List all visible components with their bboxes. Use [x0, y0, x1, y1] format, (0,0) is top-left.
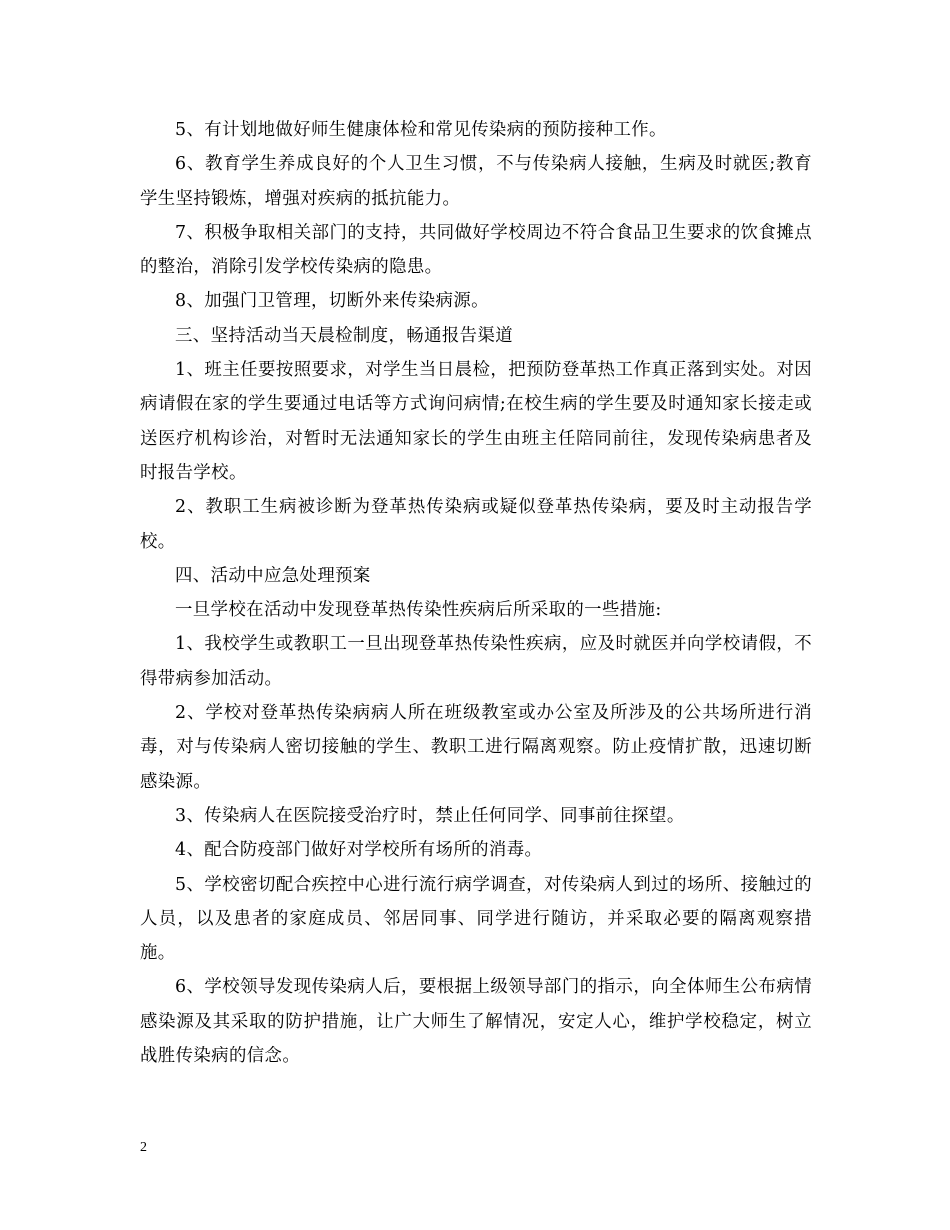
paragraph-measure-3: 3、传染病人在医院接受治疗时，禁止任何同学、同事前往探望。: [175, 805, 685, 826]
paragraph-measure-4: 4、配合防疫部门做好对学校所有场所的消毒。: [175, 840, 543, 861]
paragraph-morning-check: 1、班主任要按照要求，对学生当日晨检，把预防登革热工作真正落到实处。对因病请假在家的学生要通过电话等方式询问病情;在校生病的学生要及时通知家长接走或送医疗机构诊治，对暂时无法通知家长的学生由班主任陪同前往，发现传染病患者及时报告学校。: [140, 360, 812, 483]
paragraph-item-7-food-stalls: 7、积极争取相关部门的支持，共同做好学校周边不符合食品卫生要求的饮食摊点的整治，消除引发学校传染病的隐患。: [140, 222, 812, 278]
page-number: 2: [140, 1140, 147, 1155]
paragraph-measure-5: 5、学校密切配合疾控中心进行流行病学调查，对传染病人到过的场所、接触过的人员，以及患者的家庭成员、邻居同事、同学进行随访，并采取必要的隔离观察措施。: [140, 874, 812, 964]
paragraph-intro-measures: 一旦学校在活动中发现登革热传染性疾病后所采取的一些措施:: [175, 600, 662, 621]
paragraph-measure-6: 6、学校领导发现传染病人后，要根据上级领导部门的指示，向全体师生公布病情感染源及其采取的防护措施，让广大师生了解情况，安定人心，维护学校稳定，树立战胜传染病的信念。: [140, 977, 812, 1067]
section-heading-3: 三、坚持活动当天晨检制度，畅通报告渠道: [175, 325, 514, 346]
paragraph-item-8-gate: 8、加强门卫管理，切断外来传染病源。: [175, 291, 489, 312]
paragraph-measure-2: 2、学校对登革热传染病病人所在班级教室或办公室及所涉及的公共场所进行消毒，对与传染病人密切接触的学生、教职工进行隔离观察。防止疫情扩散，迅速切断感染源。: [140, 703, 812, 792]
paragraph-measure-1: 1、我校学生或教职工一旦出现登革热传染性疾病，应及时就医并向学校请假，不得带病参加活动。: [140, 634, 812, 689]
paragraph-item-5-checkup: 5、有计划地做好师生健康体检和常见传染病的预防接种工作。: [175, 120, 667, 140]
document-body: [140, 113, 812, 1073]
paragraph-item-6-hygiene: 6、教育学生养成良好的个人卫生习惯，不与传染病人接触，生病及时就医;教育学生坚持锻炼，增强对疾病的抵抗能力。: [140, 154, 812, 209]
section-heading-4: 四、活动中应急处理预案: [175, 565, 371, 586]
paragraph-staff-report: 2、教职工生病被诊断为登革热传染病或疑似登革热传染病，要及时主动报告学校。: [140, 497, 812, 552]
